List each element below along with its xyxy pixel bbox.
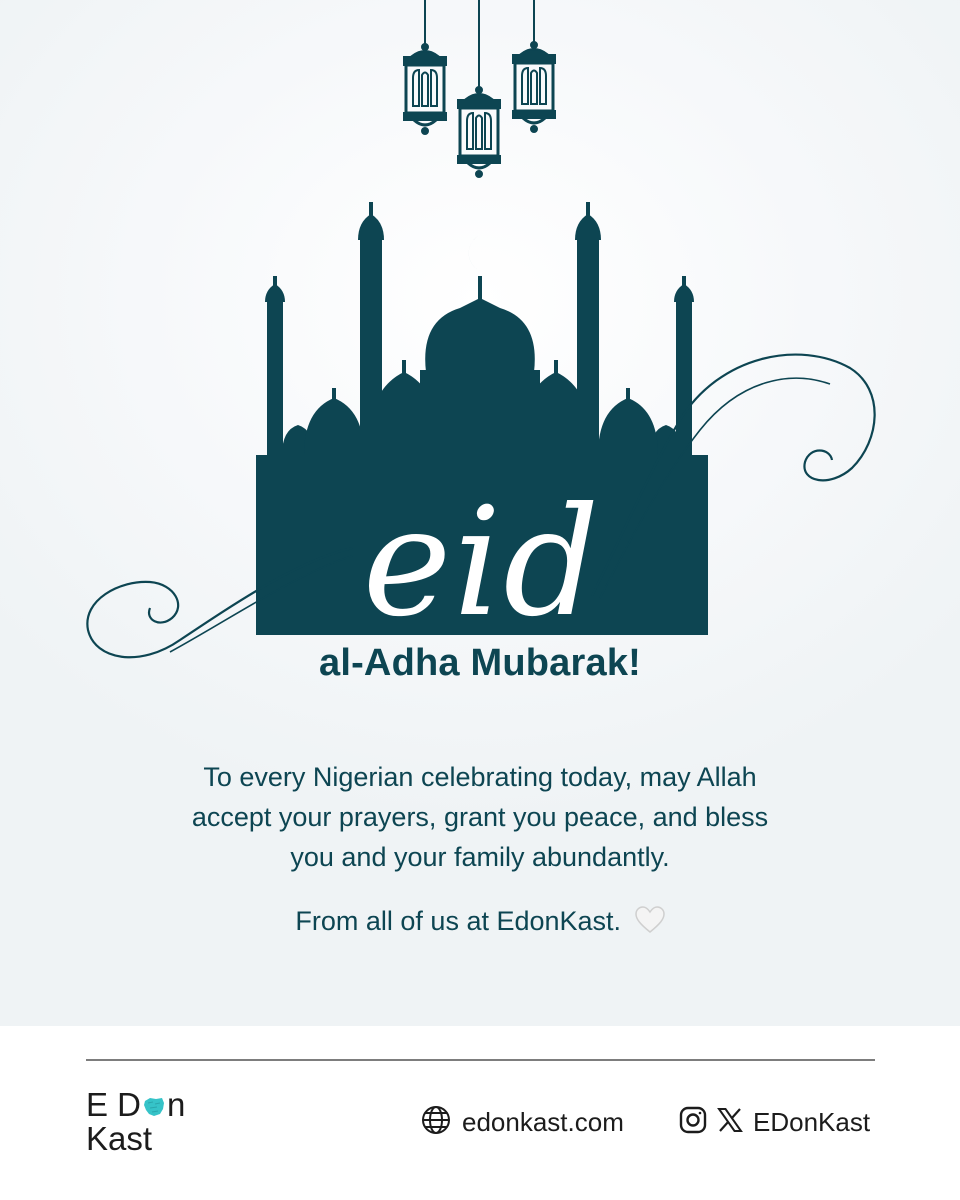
logo-text: n xyxy=(167,1086,186,1123)
logo-text: E D xyxy=(86,1086,142,1123)
x-icon[interactable] xyxy=(717,1107,743,1138)
greeting-subtitle: al-Adha Mubarak! xyxy=(318,642,642,684)
lantern-icon xyxy=(513,0,555,132)
signoff-line xyxy=(0,906,960,941)
signoff-text: From all of us at EdonKast. xyxy=(295,906,622,936)
footer xyxy=(0,1026,960,1200)
website-link[interactable] xyxy=(420,1104,624,1140)
social-handle: EDonKast xyxy=(753,1106,871,1137)
nigeria-map-icon xyxy=(142,1091,166,1115)
script-eid-word: eid xyxy=(362,476,602,650)
edonkast-logo[interactable] xyxy=(86,1088,206,1160)
social-handles[interactable] xyxy=(679,1104,870,1140)
logo-text: Kast xyxy=(86,1120,153,1157)
message-line: To every Nigerian celebrating today, may Allah xyxy=(203,762,757,792)
instagram-icon[interactable] xyxy=(679,1106,707,1139)
lantern-icon xyxy=(404,0,446,134)
globe-icon xyxy=(420,1104,452,1141)
message-line: you and your family abundantly. xyxy=(290,842,670,872)
website-url: edonkast.com xyxy=(462,1106,624,1137)
footer-divider xyxy=(86,1059,875,1061)
message-line: accept your prayers, grant you peace, and bless xyxy=(191,802,769,832)
lantern-icon xyxy=(458,0,500,177)
heart-icon xyxy=(635,906,665,941)
message-paragraph xyxy=(130,757,830,877)
